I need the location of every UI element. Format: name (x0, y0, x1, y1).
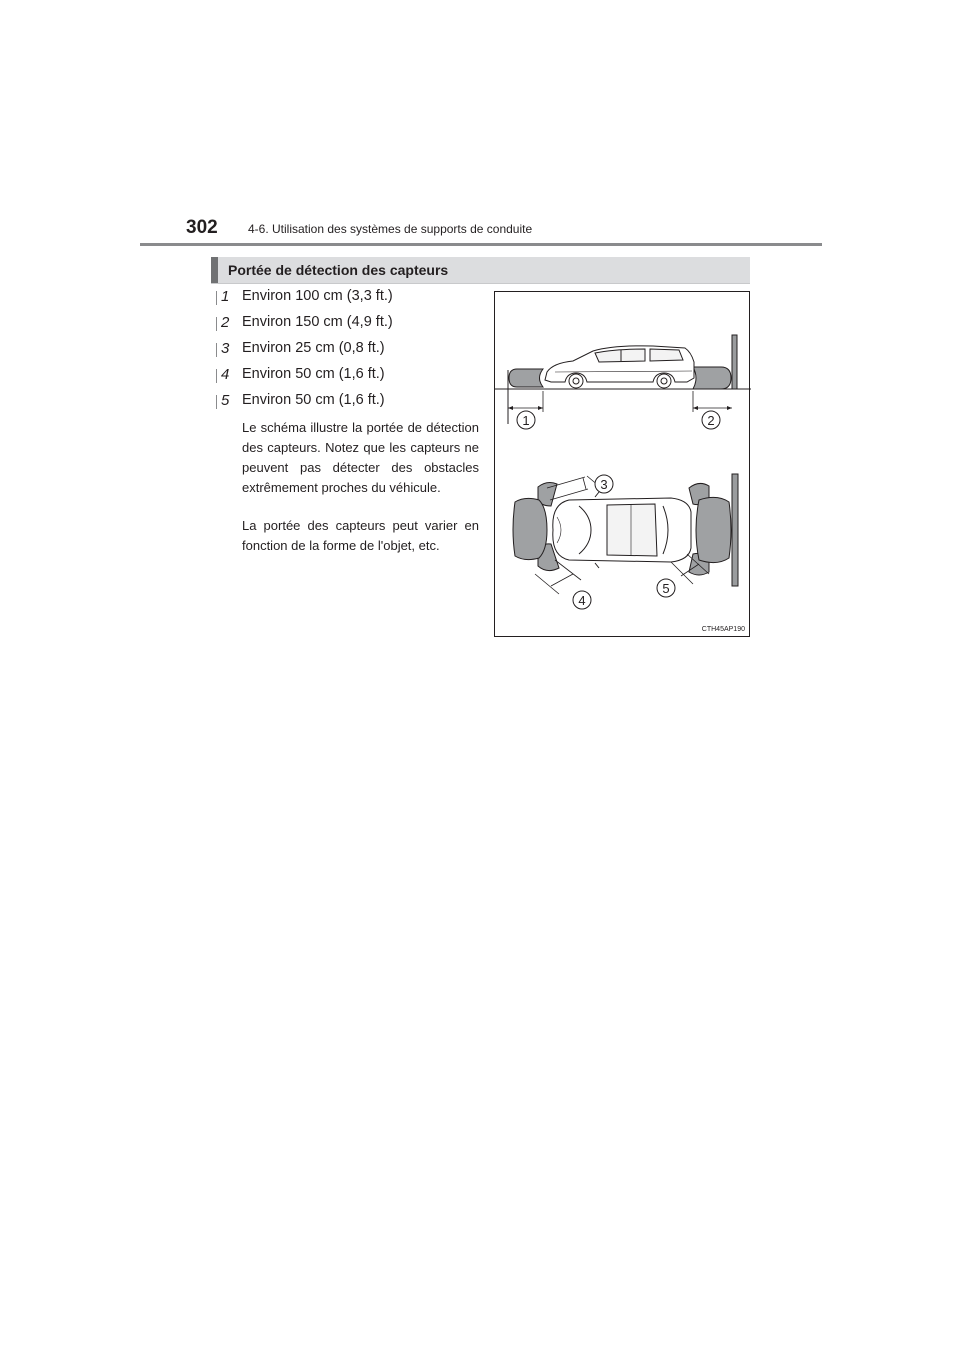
section-underline (211, 283, 750, 284)
note-paragraph: La portée des capteurs peut varier en fonction de la forme de l'objet, etc. (242, 518, 479, 553)
list-item (216, 365, 486, 391)
item-label: Environ 150 cm (4,9 ft.) (242, 314, 393, 330)
front-zone-icon (509, 369, 543, 387)
explanation-paragraph: Le schéma illustre la portée de détection des capteurs. Notez que les capteurs ne peuvent pas détecter des obstacles extrêmement proches du véhicule. (242, 420, 479, 495)
figure-code: CTH45AP190 (701, 626, 745, 633)
chapter-title: 4-6. Utilisation des systèmes de supports de conduite (248, 222, 533, 236)
rear-zone-icon (696, 497, 731, 562)
item-number: 1 (221, 288, 230, 305)
page-number: 302 (186, 217, 218, 238)
section-marker (211, 257, 218, 283)
wall-icon (732, 335, 737, 389)
callout-1-label: 1 (522, 413, 530, 428)
callout-3-label: 3 (600, 477, 608, 492)
list-item (216, 313, 486, 339)
range-list (216, 287, 486, 417)
rear-zone-icon (693, 367, 731, 389)
item-label: Environ 50 cm (1,6 ft.) (242, 392, 385, 408)
section-title: Portée de détection des capteurs (228, 262, 449, 278)
car-top-icon (553, 492, 691, 568)
section-header (211, 257, 750, 283)
header-divider (140, 243, 822, 246)
wall-icon (732, 474, 738, 586)
callout-2-label: 2 (707, 413, 715, 428)
item-number: 5 (221, 392, 230, 409)
callout-4-label: 4 (578, 593, 586, 608)
item-number: 3 (221, 340, 230, 357)
sensor-range-diagram (494, 291, 750, 637)
car-side-icon (545, 346, 694, 388)
side-view (495, 335, 751, 429)
front-zone-icon (513, 498, 547, 559)
list-item (216, 391, 486, 417)
item-number: 2 (221, 314, 230, 331)
top-view (513, 474, 738, 609)
list-item (216, 287, 486, 313)
list-item (216, 339, 486, 365)
callout-5-label: 5 (662, 581, 670, 596)
item-label: Environ 100 cm (3,3 ft.) (242, 288, 393, 304)
item-number: 4 (221, 366, 230, 383)
item-label: Environ 50 cm (1,6 ft.) (242, 366, 385, 382)
item-label: Environ 25 cm (0,8 ft.) (242, 340, 385, 356)
